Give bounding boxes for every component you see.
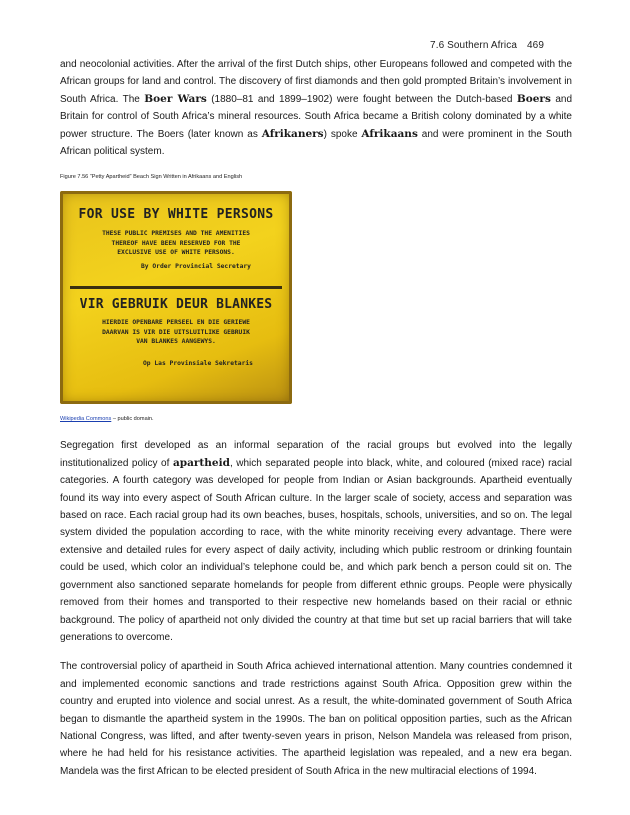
sign-heading-afrikaans: VIR GEBRUIK DEUR BLANKES	[79, 297, 273, 313]
image-credit	[60, 416, 572, 422]
term-afrikaners: Afrikaners	[261, 127, 324, 140]
text-run: ) spoke	[323, 128, 362, 140]
section-title: 7.6 Southern Africa	[430, 40, 517, 51]
figure-caption: Figure 7.56 “Petty Apartheid” Beach Sign Written in Afrikaans and English	[60, 174, 243, 181]
apartheid-sign-photo	[60, 191, 292, 404]
term-afrikaans: Afrikaans	[361, 127, 418, 140]
text-run: and were prominent in the South African political system.	[60, 128, 572, 158]
term-boers: Boers	[516, 92, 551, 105]
paragraph-segregation	[60, 437, 572, 646]
text-run: , which separated people into black, white, and coloured (mixed race) racial categories. A fourth category was developed for people from Indian or Asian backgrounds. Apartheid eventually found its way into every aspect of South African culture. In the larger scale of society, access and separation was based on race. Each racial group had its own beaches, buses, hospitals, schools, universities, and so on. The legal system divided the population according to race, with the white minority receiving every advantage. There were extensive and detailed rules for every aspect of daily activity, including which public restroom or drinking fountain could be used, which color an individual’s telephone could be, and which park bench a person could sit on. The government also sanctioned separate homelands for people from different ethnic groups. People were physically removed from their homes and transported to their respective new homelands based on their racial or ethnic background. The policy of apartheid not only divided the country at that time but set up racial barriers that will take generations to overcome.	[60, 457, 572, 643]
wikipedia-commons-link[interactable]: Wikipedia Commons	[60, 416, 112, 423]
photo-frame	[60, 191, 292, 404]
text-run: (1880–81 and 1899–1902) were fought between the Dutch-based	[206, 93, 517, 105]
page-number: 469	[527, 40, 544, 51]
term-apartheid: apartheid	[172, 456, 230, 469]
paragraph-boer-wars	[60, 56, 572, 160]
credit-license: – public domain.	[111, 416, 154, 423]
sign-signature-afrikaans: Op Las Provinsiale Sekretaris	[143, 360, 253, 368]
running-header	[430, 40, 544, 51]
sign-text-afrikaans: HIERDIE OPENBARE PERSEEL EN DIE GERIEWE DAARVAN IS VIR DIE UITSLUITLIKE GEBRUIK VAN BLANKES AANGEWYS.	[102, 319, 250, 345]
sign-heading-english: FOR USE BY WHITE PERSONS	[78, 207, 274, 223]
sign-signature-english: By Order Provincial Secretary	[141, 263, 251, 271]
text-run: and neocolonial activities. After the arrival of the first Dutch ships, other Europeans followed and competed with the African groups for land and control. The discovery of first diamonds and then gold prompted Britain’s involvement in South Africa. The	[60, 59, 572, 105]
term-boer-wars: Boer Wars	[144, 92, 207, 105]
text-run: and Britain for control of South Africa’s mineral resources. South Africa became a British colony dominated by a white power structure. The Boers (later known as	[60, 93, 573, 140]
page-content	[60, 56, 572, 780]
paragraph-controversial-policy: The controversial policy of apartheid in South Africa achieved international attention. Many countries condemned it and implemented economic sanctions and trade restrictions against South Africa. Opposition grew within the country and erupted into violence and social unrest. As a result, the white-dominated government of South Africa began to dismantle the apartheid system in the 1990s. The ban on political opposition parties, such as the African National Congress, was lifted, and after twenty-seven years in prison, Nelson Mandela was released from prison, where he had held for his resistance activities. The apartheid legislation was repealed, and a new era began. Mandela was the first African to be elected president of South Africa in the new multiracial elections of 1994.	[60, 661, 572, 777]
sign-text-english: THESE PUBLIC PREMISES AND THE AMENITIES THEREOF HAVE BEEN RESERVED FOR THE EXCLUSIVE USE OF WHITE PERSONS.	[102, 230, 250, 256]
text-run: Segregation first developed as an informal separation of the racial groups but evolved into the legally institutionalized policy of	[60, 440, 572, 469]
